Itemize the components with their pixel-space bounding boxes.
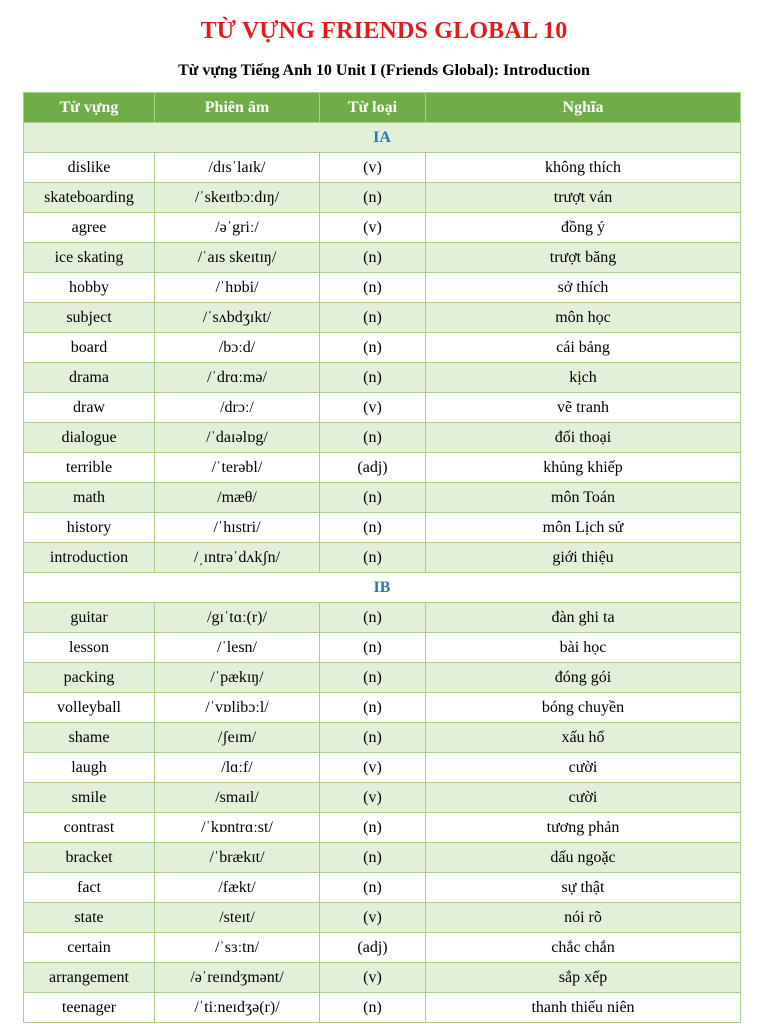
cell-meaning: môn Toán [426, 483, 741, 513]
cell-meaning: nói rõ [426, 903, 741, 933]
cell-meaning: xấu hổ [426, 723, 741, 753]
table-row [24, 243, 741, 273]
table-row [24, 363, 741, 393]
section-row [24, 573, 741, 603]
section-row [24, 123, 741, 153]
cell-meaning: đối thoại [426, 423, 741, 453]
cell-meaning: sự thật [426, 873, 741, 903]
cell-word-class: (n) [320, 183, 426, 213]
cell-word: math [24, 483, 155, 513]
cell-meaning: đóng gói [426, 663, 741, 693]
vocabulary-table [23, 92, 741, 1023]
cell-word-class: (n) [320, 813, 426, 843]
cell-word: teenager [24, 993, 155, 1023]
table-row [24, 393, 741, 423]
cell-meaning: sắp xếp [426, 963, 741, 993]
page-title: TỪ VỰNG FRIENDS GLOBAL 10 [200, 18, 568, 44]
cell-word: packing [24, 663, 155, 693]
cell-word: hobby [24, 273, 155, 303]
table-row [24, 333, 741, 363]
cell-pronunciation: /bɔːd/ [155, 333, 320, 363]
cell-meaning: cái bảng [426, 333, 741, 363]
cell-pronunciation: /ˈsɜːtn/ [155, 933, 320, 963]
table-row [24, 543, 741, 573]
cell-word: agree [24, 213, 155, 243]
cell-pronunciation: /əˈreɪndʒmənt/ [155, 963, 320, 993]
cell-meaning: môn Lịch sử [426, 513, 741, 543]
cell-word-class: (v) [320, 753, 426, 783]
cell-meaning: sở thích [426, 273, 741, 303]
cell-word-class: (v) [320, 213, 426, 243]
cell-word: laugh [24, 753, 155, 783]
cell-word-class: (v) [320, 783, 426, 813]
table-row [24, 153, 741, 183]
cell-word-class: (n) [320, 513, 426, 543]
cell-word-class: (n) [320, 483, 426, 513]
cell-meaning: cười [426, 783, 741, 813]
cell-word: smile [24, 783, 155, 813]
page-subtitle: Từ vựng Tiếng Anh 10 Unit I (Friends Global): Introduction [178, 62, 590, 79]
cell-word: lesson [24, 633, 155, 663]
cell-meaning: trượt ván [426, 183, 741, 213]
cell-word-class: (n) [320, 603, 426, 633]
cell-pronunciation: /fækt/ [155, 873, 320, 903]
cell-word: ice skating [24, 243, 155, 273]
cell-word: guitar [24, 603, 155, 633]
cell-pronunciation: /ˈlesn/ [155, 633, 320, 663]
cell-word-class: (n) [320, 843, 426, 873]
cell-pronunciation: /əˈgriː/ [155, 213, 320, 243]
cell-word: board [24, 333, 155, 363]
cell-pronunciation: /ʃeɪm/ [155, 723, 320, 753]
table-row [24, 303, 741, 333]
cell-meaning: kịch [426, 363, 741, 393]
table-row [24, 843, 741, 873]
cell-word: shame [24, 723, 155, 753]
table-row [24, 993, 741, 1023]
header-word-class: Từ loại [320, 93, 426, 123]
cell-word: dialogue [24, 423, 155, 453]
cell-pronunciation: /dɪsˈlaɪk/ [155, 153, 320, 183]
cell-word-class: (n) [320, 693, 426, 723]
table-row [24, 873, 741, 903]
cell-word-class: (v) [320, 153, 426, 183]
cell-pronunciation: /ˈpækɪŋ/ [155, 663, 320, 693]
cell-word-class: (n) [320, 363, 426, 393]
cell-pronunciation: /ˈdrɑːmə/ [155, 363, 320, 393]
section-label: IB [24, 573, 741, 603]
table-row [24, 783, 741, 813]
cell-word: subject [24, 303, 155, 333]
cell-pronunciation: /smaɪl/ [155, 783, 320, 813]
cell-word-class: (v) [320, 393, 426, 423]
table-row [24, 753, 741, 783]
cell-word-class: (n) [320, 243, 426, 273]
table-row [24, 903, 741, 933]
cell-word-class: (n) [320, 633, 426, 663]
cell-word: skateboarding [24, 183, 155, 213]
table-row [24, 483, 741, 513]
cell-word-class: (v) [320, 903, 426, 933]
table-row [24, 633, 741, 663]
section-label: IA [24, 123, 741, 153]
cell-word-class: (n) [320, 993, 426, 1023]
cell-word-class: (n) [320, 423, 426, 453]
cell-word: draw [24, 393, 155, 423]
header-meaning: Nghĩa [426, 93, 741, 123]
header-word: Từ vựng [24, 93, 155, 123]
table-row [24, 603, 741, 633]
table-row [24, 693, 741, 723]
cell-pronunciation: /ˈvɒlibɔːl/ [155, 693, 320, 723]
cell-meaning: thanh thiếu niên [426, 993, 741, 1023]
cell-meaning: cười [426, 753, 741, 783]
cell-pronunciation: /ˈhɪstri/ [155, 513, 320, 543]
cell-meaning: bài học [426, 633, 741, 663]
cell-word: introduction [24, 543, 155, 573]
table-row [24, 183, 741, 213]
cell-meaning: vẽ tranh [426, 393, 741, 423]
cell-word: bracket [24, 843, 155, 873]
cell-pronunciation: /gɪˈtɑː(r)/ [155, 603, 320, 633]
table-row [24, 723, 741, 753]
table-row [24, 813, 741, 843]
cell-pronunciation: /ˈtiːneɪdʒə(r)/ [155, 993, 320, 1023]
cell-pronunciation: /ˈhɒbi/ [155, 273, 320, 303]
cell-pronunciation: /ˈaɪs skeɪtɪŋ/ [155, 243, 320, 273]
cell-pronunciation: /steɪt/ [155, 903, 320, 933]
cell-word-class: (n) [320, 273, 426, 303]
cell-word-class: (n) [320, 333, 426, 363]
cell-word: state [24, 903, 155, 933]
cell-meaning: tương phản [426, 813, 741, 843]
table-row [24, 963, 741, 993]
cell-meaning: đồng ý [426, 213, 741, 243]
cell-word: drama [24, 363, 155, 393]
vocabulary-body [24, 123, 741, 1023]
cell-word: contrast [24, 813, 155, 843]
cell-word-class: (adj) [320, 453, 426, 483]
cell-meaning: bóng chuyền [426, 693, 741, 723]
table-row [24, 213, 741, 243]
cell-word: history [24, 513, 155, 543]
cell-word: terrible [24, 453, 155, 483]
cell-pronunciation: /lɑːf/ [155, 753, 320, 783]
table-row [24, 453, 741, 483]
table-row [24, 423, 741, 453]
cell-word-class: (n) [320, 303, 426, 333]
cell-word-class: (n) [320, 663, 426, 693]
cell-pronunciation: /ˈbrækɪt/ [155, 843, 320, 873]
cell-word: dislike [24, 153, 155, 183]
cell-meaning: chắc chắn [426, 933, 741, 963]
cell-word-class: (n) [320, 873, 426, 903]
cell-word: arrangement [24, 963, 155, 993]
cell-word-class: (v) [320, 963, 426, 993]
cell-word: volleyball [24, 693, 155, 723]
cell-meaning: giới thiệu [426, 543, 741, 573]
header-row [24, 93, 741, 123]
cell-meaning: dấu ngoặc [426, 843, 741, 873]
cell-word-class: (n) [320, 723, 426, 753]
table-row [24, 933, 741, 963]
header-pronunciation: Phiên âm [155, 93, 320, 123]
cell-pronunciation: /ˈdaɪəlɒg/ [155, 423, 320, 453]
cell-word-class: (adj) [320, 933, 426, 963]
cell-meaning: môn học [426, 303, 741, 333]
cell-word: certain [24, 933, 155, 963]
table-row [24, 513, 741, 543]
cell-word: fact [24, 873, 155, 903]
cell-pronunciation: /ˈsʌbdʒɪkt/ [155, 303, 320, 333]
cell-pronunciation: /mæθ/ [155, 483, 320, 513]
cell-pronunciation: /drɔː/ [155, 393, 320, 423]
cell-pronunciation: /ˈterəbl/ [155, 453, 320, 483]
cell-pronunciation: /ˈskeɪtbɔːdɪŋ/ [155, 183, 320, 213]
cell-meaning: trượt băng [426, 243, 741, 273]
cell-meaning: khủng khiếp [426, 453, 741, 483]
cell-pronunciation: /ˌɪntrəˈdʌkʃn/ [155, 543, 320, 573]
table-row [24, 273, 741, 303]
cell-meaning: không thích [426, 153, 741, 183]
table-row [24, 663, 741, 693]
cell-meaning: đàn ghi ta [426, 603, 741, 633]
cell-word-class: (n) [320, 543, 426, 573]
cell-pronunciation: /ˈkɒntrɑːst/ [155, 813, 320, 843]
